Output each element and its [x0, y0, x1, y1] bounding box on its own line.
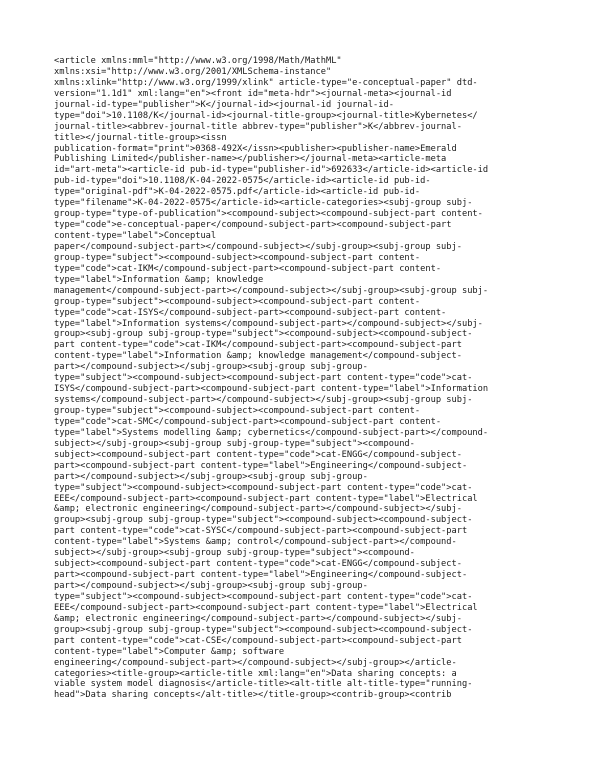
code-line: publication-format="print">0368-492X</issn><publisher><publisher-name>Emerald	[54, 143, 457, 154]
code-line: type="label">Information systems</compound-subject-part></compound-subject></subj-	[54, 318, 483, 329]
code-line: &amp; electronic engineering</compound-subject-part></compound-subject></subj-	[54, 504, 462, 515]
code-line: type="label">Information &amp; knowledge	[54, 274, 264, 285]
code-line: EEE</compound-subject-part><compound-subject-part content-type="label">Electrical	[54, 493, 478, 504]
code-line: part content-type="code">cat-SYSC</compound-subject-part><compound-subject-part	[54, 526, 468, 537]
code-line: systems</compound-subject-part></compound-subject></subj-group><subj-group subj-	[54, 395, 473, 406]
code-line: journal-id-type="publisher">K</journal-id><journal-id journal-id-	[54, 99, 394, 110]
code-line: subject></subj-group><subj-group subj-group-type="subject"><compound-	[54, 548, 415, 559]
code-line: part content-type="code">cat-CSE</compound-subject-part><compound-subject-part	[54, 635, 462, 646]
code-line: paper</compound-subject-part></compound-subject></subj-group><subj-group subj-	[54, 241, 462, 252]
code-line: type="code">cat-IKM</compound-subject-part><compound-subject-part content-	[54, 263, 442, 274]
code-line: part content-type="code">cat-IKM</compound-subject-part><compound-subject-part	[54, 340, 462, 351]
code-line: group><subj-group subj-group-type="subject"><compound-subject><compound-subject-	[54, 515, 473, 526]
code-line: group><subj-group subj-group-type="subject"><compound-subject><compound-subject-	[54, 624, 473, 635]
code-line: viable system model diagnosis</article-title><alt-title alt-title-type="running-	[54, 679, 473, 690]
code-line: head">Data sharing concepts</alt-title></title-group><contrib-group><contrib	[54, 690, 452, 701]
code-line: content-type="label">Systems &amp; control</compound-subject-part></compound-	[54, 537, 457, 548]
code-line: part><compound-subject-part content-type="label">Engineering</compound-subject-	[54, 460, 468, 471]
code-line: Publishing Limited</publisher-name></publisher></journal-meta><article-meta	[54, 154, 447, 165]
code-line: &amp; electronic engineering</compound-subject-part></compound-subject></subj-	[54, 613, 462, 624]
code-line: part></compound-subject></subj-group><subj-group subj-group-	[54, 471, 368, 482]
code-line: management</compound-subject-part></compound-subject></subj-group><subj-group subj-	[54, 285, 489, 296]
code-line: part></compound-subject></subj-group><subj-group subj-group-	[54, 362, 368, 373]
code-line: ISYS</compound-subject-part><compound-subject-part content-type="label">Information	[54, 384, 489, 395]
code-line: content-type="label">Computer &amp; software	[54, 646, 285, 657]
code-line: part></compound-subject></subj-group><subj-group subj-group-	[54, 581, 368, 591]
code-line: subject><compound-subject-part content-type="code">cat-ENGG</compound-subject-	[54, 449, 462, 460]
code-line: type="subject"><compound-subject><compound-subject-part content-type="code">cat-	[54, 482, 473, 493]
code-line: title></journal-title-group><issn	[54, 132, 227, 143]
code-line: type="filename">K-04-2022-0575</article-id><article-categories><subj-group subj-	[54, 198, 473, 209]
code-line: type="code">cat-ISYS</compound-subject-part><compound-subject-part content-	[54, 307, 447, 318]
xml-source-text	[54, 56, 554, 701]
code-line: group-type="subject"><compound-subject><compound-subject-part content-	[54, 252, 421, 263]
code-line: group-type="type-of-publication"><compound-subject><compound-subject-part content-	[54, 209, 483, 220]
code-line: subject><compound-subject-part content-type="code">cat-ENGG</compound-subject-	[54, 559, 462, 570]
code-line: group><subj-group subj-group-type="subject"><compound-subject><compound-subject-	[54, 329, 473, 340]
code-line: pub-id-type="doi">10.1108/K-04-2022-0575</article-id><article-id pub-id-	[54, 176, 431, 187]
code-line: xmlns:xsi="http://www.w3.org/2001/XMLSchema-instance"	[54, 66, 332, 77]
code-line: <article xmlns:mml="http://www.w3.org/1998/Math/MathML"	[54, 56, 342, 66]
code-line: subject></subj-group><subj-group subj-group-type="subject"><compound-	[54, 438, 415, 449]
code-line: categories><title-group><article-title xml:lang="en">Data sharing concepts: a	[54, 668, 457, 679]
code-line: type="subject"><compound-subject><compound-subject-part content-type="code">cat-	[54, 373, 473, 384]
code-line: engineering</compound-subject-part></compound-subject></subj-group></article-	[54, 657, 457, 668]
code-line: journal-title><abbrev-journal-title abbrev-type="publisher">K</abbrev-journal-	[54, 121, 462, 132]
code-line: version="1.1d1" xml:lang="en"><front id="meta-hdr"><journal-meta><journal-id	[54, 88, 452, 99]
code-line: type="code">e-conceptual-paper</compound-subject-part><compound-subject-part	[54, 220, 452, 231]
code-line: type="original-pdf">K-04-2022-0575.pdf</article-id><article-id pub-id-	[54, 187, 421, 198]
code-line: type="subject"><compound-subject><compound-subject-part content-type="code">cat-	[54, 591, 473, 602]
code-line: type="doi">10.1108/K</journal-id><journal-title-group><journal-title>Kybernetes</	[54, 110, 478, 121]
code-line: EEE</compound-subject-part><compound-subject-part content-type="label">Electrical	[54, 602, 478, 613]
code-line: type="label">Systems modelling &amp; cybernetics</compound-subject-part></compound-	[54, 427, 489, 438]
code-line: id="art-meta"><article-id pub-id-type="publisher-id">692633</article-id><article-id	[54, 165, 489, 176]
code-line: group-type="subject"><compound-subject><compound-subject-part content-	[54, 406, 421, 416]
code-line: type="code">cat-SMC</compound-subject-part><compound-subject-part content-	[54, 416, 442, 427]
code-line: content-type="label">Conceptual	[54, 231, 217, 241]
code-line: group-type="subject"><compound-subject><compound-subject-part content-	[54, 296, 421, 307]
code-line: part><compound-subject-part content-type="label">Engineering</compound-subject-	[54, 570, 468, 581]
code-line: content-type="label">Information &amp; knowledge management</compound-subject-	[54, 351, 462, 362]
code-line: xmlns:xlink="http://www.w3.org/1999/xlink" article-type="e-conceptual-paper" dtd-	[54, 77, 478, 88]
